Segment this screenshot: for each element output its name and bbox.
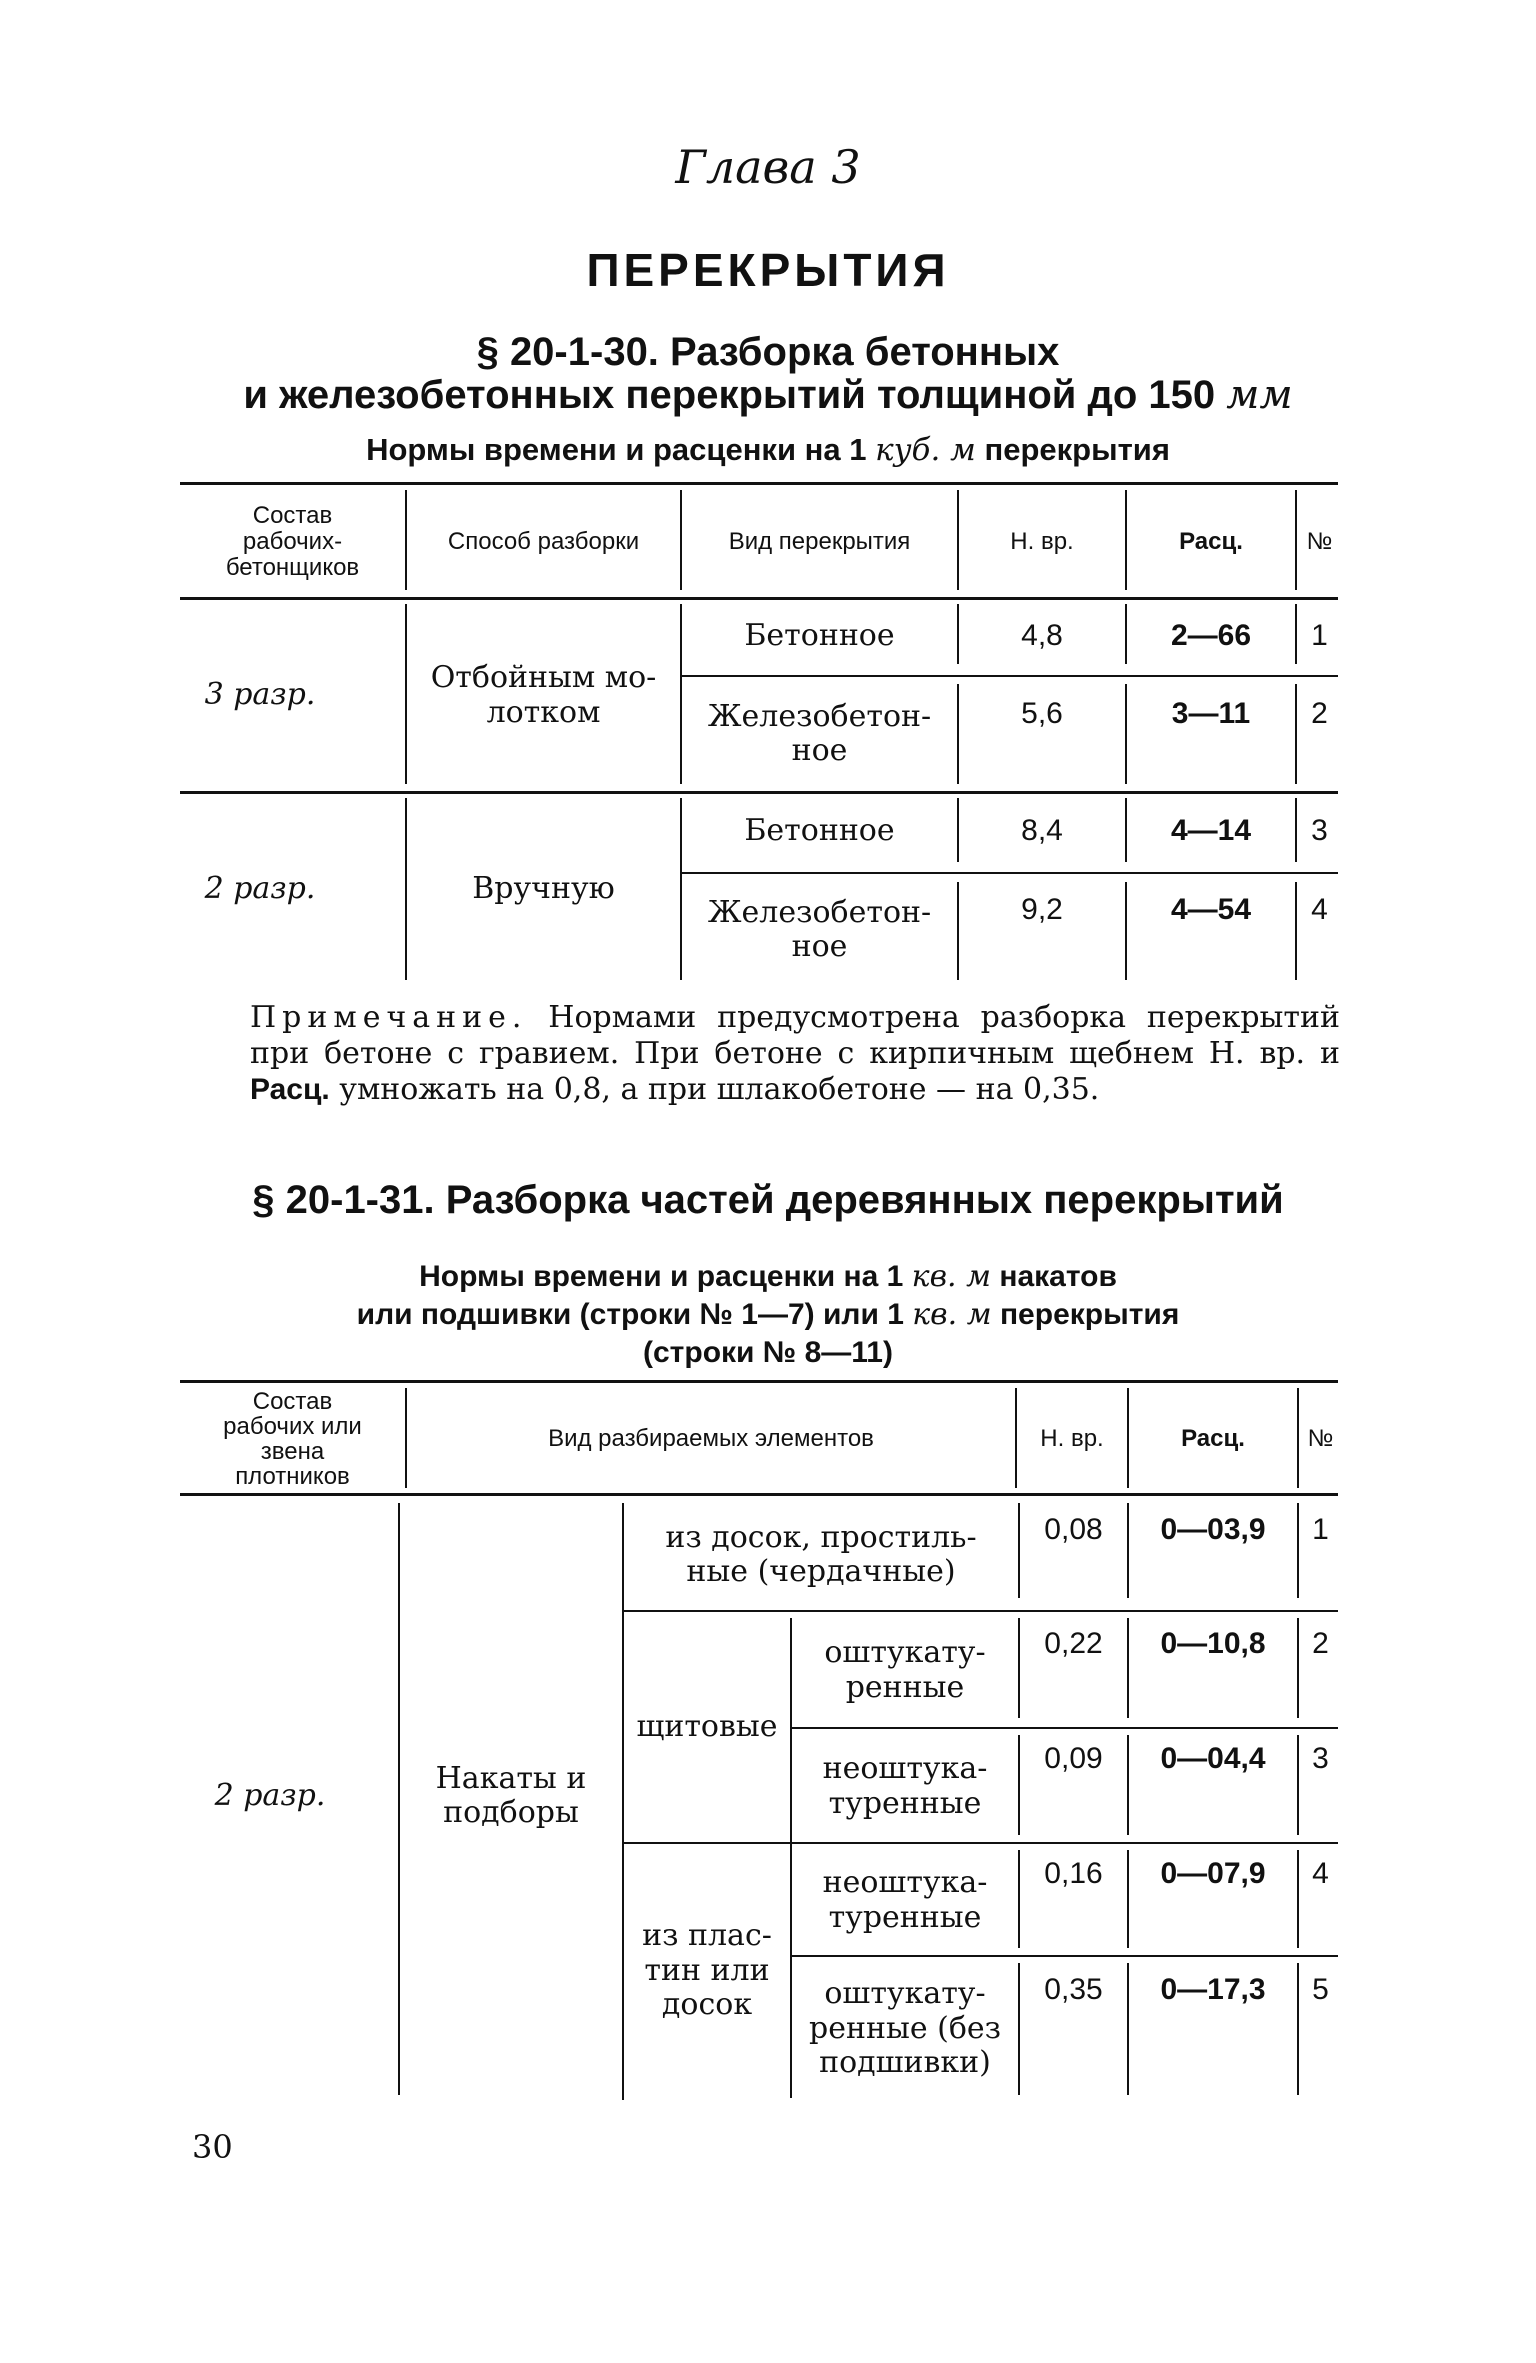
- t1-header-crew-l1: Состав: [252, 501, 333, 529]
- t1-header-no: №: [1306, 527, 1333, 555]
- t2-row-no: 5: [1312, 1972, 1329, 2006]
- t2-time: 0,35: [1044, 1972, 1103, 2006]
- rule: [180, 1380, 1338, 1383]
- t1-rate: 4—54: [1170, 892, 1252, 926]
- rule: [180, 791, 1338, 794]
- t2-header-elements: Вид разбираемых элементов: [548, 1424, 874, 1452]
- t1-method-l1: Отбойным мо-: [430, 660, 657, 695]
- t1-method-l2: лотком: [486, 694, 601, 730]
- part-title: ПЕРЕКРЫТИЯ: [586, 244, 950, 296]
- t2-desc: [792, 1846, 1018, 1955]
- t2-desc-l1: из досок, простиль-: [665, 1519, 977, 1555]
- t2-time: 0,22: [1044, 1626, 1103, 1660]
- t1-header-crew: [180, 486, 405, 597]
- t2-element-l2: подборы: [443, 1795, 579, 1830]
- t2-time: 0,08: [1044, 1512, 1103, 1546]
- chapter-heading: Глава 3: [675, 140, 861, 194]
- norm1-pre: Нормы времени и расценки на 1: [366, 432, 867, 467]
- t2-header-crew-l2: рабочих или: [223, 1412, 362, 1440]
- t2-desc-l2: ренные (без: [809, 2010, 1001, 2046]
- t2-rate: 0—04,4: [1160, 1741, 1266, 1775]
- t1-type-l2: ное: [791, 929, 848, 964]
- t2-row-no: 2: [1312, 1626, 1329, 1660]
- t2-header-rate: Расц.: [1181, 1424, 1245, 1452]
- t2-header-crew-l1: Состав: [252, 1387, 333, 1415]
- t1-time: 4,8: [1021, 618, 1063, 652]
- rule: [180, 482, 1338, 485]
- rule: [680, 675, 1338, 677]
- t2-desc-l2: ные (чердачные): [686, 1554, 956, 1589]
- t1-time: 9,2: [1021, 892, 1063, 926]
- norm2-l1-pre: Нормы времени и расценки на 1: [419, 1260, 904, 1293]
- t1-type: [682, 684, 957, 784]
- rule: [680, 872, 1338, 874]
- t2-desc-l2: туренные: [828, 1785, 982, 1821]
- page-number: 30: [192, 2128, 233, 2166]
- rule: [790, 1727, 1338, 1729]
- t1-header-crew-l3: бетонщиков: [225, 553, 360, 581]
- t2-header-crew-l3: звена: [260, 1437, 325, 1465]
- norm1-unit: куб. м: [875, 432, 976, 468]
- section1-title-main: и железобетонных перекрытий толщиной до 150: [243, 373, 1216, 417]
- t2-row-no: 4: [1312, 1856, 1329, 1890]
- t2-rate: 0—03,9: [1160, 1512, 1266, 1546]
- norm2-line2: [0, 1296, 1536, 1334]
- section2-title: § 20-1-31. Разборка частей деревянных перекрытий: [252, 1178, 1284, 1222]
- t2-desc-l2: туренные: [828, 1899, 982, 1935]
- t2-crew-grade: 2 разр.: [214, 1777, 326, 1813]
- note-label: Примечание.: [250, 1000, 528, 1035]
- t2-desc-l1: неоштука-: [822, 1751, 988, 1786]
- t2-subgroup-plates-l3: досок: [661, 1987, 753, 2023]
- rule: [790, 1955, 1338, 1957]
- t2-desc: [792, 1731, 1018, 1842]
- t1-type: [682, 880, 957, 980]
- t2-subgroup-shield: щитовые: [636, 1708, 778, 1744]
- norm2-line3: (строки № 8—11): [643, 1336, 893, 1369]
- t1-type-l1: Железобетон-: [707, 698, 932, 734]
- t1-crew-grade: 3 разр.: [204, 677, 316, 713]
- t2-subgroup-plates-l2: тин или: [644, 1952, 770, 1988]
- section2-norm-caption: [0, 1258, 1536, 1372]
- norm2-l2-unit: кв. м: [912, 1297, 992, 1332]
- t2-header-time: Н. вр.: [1040, 1424, 1104, 1452]
- t2-subgroup-plates-l1: из плас-: [642, 1918, 772, 1954]
- t1-rate: 4—14: [1170, 813, 1252, 847]
- t2-time: 0,16: [1044, 1856, 1103, 1890]
- t1-header-time: Н. вр.: [1010, 527, 1074, 555]
- t2-row-no: 3: [1312, 1741, 1329, 1775]
- norm2-l2-post: перекрытия: [999, 1298, 1180, 1331]
- norm2-l1-post: накатов: [999, 1260, 1117, 1293]
- t2-rate: 0—07,9: [1160, 1856, 1266, 1890]
- t2-desc-l1: оштукату-: [824, 1635, 986, 1670]
- t1-row-no: 3: [1311, 813, 1328, 847]
- t2-rate: 0—17,3: [1160, 1972, 1266, 2006]
- t1-header-method: Способ разборки: [447, 527, 640, 555]
- t2-header-no: №: [1307, 1424, 1334, 1452]
- t1-method: Вручную: [472, 870, 615, 906]
- t1-crew-grade: 2 разр.: [204, 870, 316, 906]
- t1-header-rate: Расц.: [1179, 527, 1243, 555]
- note-text-1: Нормами предусмотрена разборка перекрытий при бетоне с гравием. При бетоне с кирпичным щебнем Н. вр. и: [250, 1000, 1340, 1071]
- norm1-post: перекрытия: [984, 432, 1170, 467]
- t2-rate: 0—10,8: [1160, 1626, 1266, 1660]
- t1-rate: 2—66: [1170, 618, 1252, 652]
- norm2-l2-pre: или подшивки (строки № 1—7) или 1: [356, 1298, 904, 1331]
- section1-title-unit: мм: [1226, 372, 1293, 418]
- t2-element-l1: Накаты и: [435, 1760, 587, 1796]
- t1-header-crew-l2: рабочих-: [242, 527, 343, 555]
- t1-type: Бетонное: [744, 617, 895, 653]
- t1-row-no: 4: [1311, 892, 1328, 926]
- t2-desc-l2: ренные: [845, 1669, 965, 1705]
- norm2-line1: [0, 1258, 1536, 1296]
- section1-note: [250, 1000, 1340, 1108]
- t1-time: 5,6: [1021, 696, 1063, 730]
- t2-desc: [792, 1959, 1018, 2099]
- note-text-2: умножать на 0,8, а при шлакобетоне — на 0,35.: [329, 1072, 1100, 1107]
- rule: [180, 597, 1338, 600]
- t2-desc: [624, 1500, 1018, 1610]
- t1-header-type: Вид перекрытия: [728, 527, 911, 555]
- t2-desc-l1: неоштука-: [822, 1865, 988, 1900]
- section1-title-line1: § 20-1-30. Разборка бетонных: [476, 330, 1060, 374]
- norm2-l1-unit: кв. м: [911, 1259, 991, 1294]
- t2-header-crew: [180, 1384, 405, 1493]
- section1-title-line2: [0, 372, 1536, 418]
- t2-desc: [792, 1614, 1018, 1727]
- t2-row-no: 1: [1312, 1512, 1329, 1546]
- t1-type: Бетонное: [744, 812, 895, 848]
- t2-desc-l1: оштукату-: [824, 1976, 986, 2012]
- t1-type-l2: ное: [791, 733, 848, 768]
- section1-norm-caption: [0, 432, 1536, 468]
- t1-row-no: 2: [1311, 696, 1328, 730]
- t1-rate: 3—11: [1171, 696, 1251, 730]
- t2-time: 0,09: [1044, 1741, 1103, 1775]
- t1-method: [407, 600, 680, 791]
- t1-time: 8,4: [1021, 813, 1063, 847]
- t1-type-l1: Железобетон-: [707, 894, 932, 930]
- t2-desc-l3: подшивки): [819, 2045, 991, 2081]
- note-bold: Расц.: [250, 1073, 330, 1106]
- t2-subgroup-plates: [624, 1844, 790, 2098]
- t2-header-crew-l4: плотников: [235, 1462, 350, 1490]
- t1-row-no: 1: [1311, 618, 1328, 652]
- t2-element: [400, 1496, 622, 2096]
